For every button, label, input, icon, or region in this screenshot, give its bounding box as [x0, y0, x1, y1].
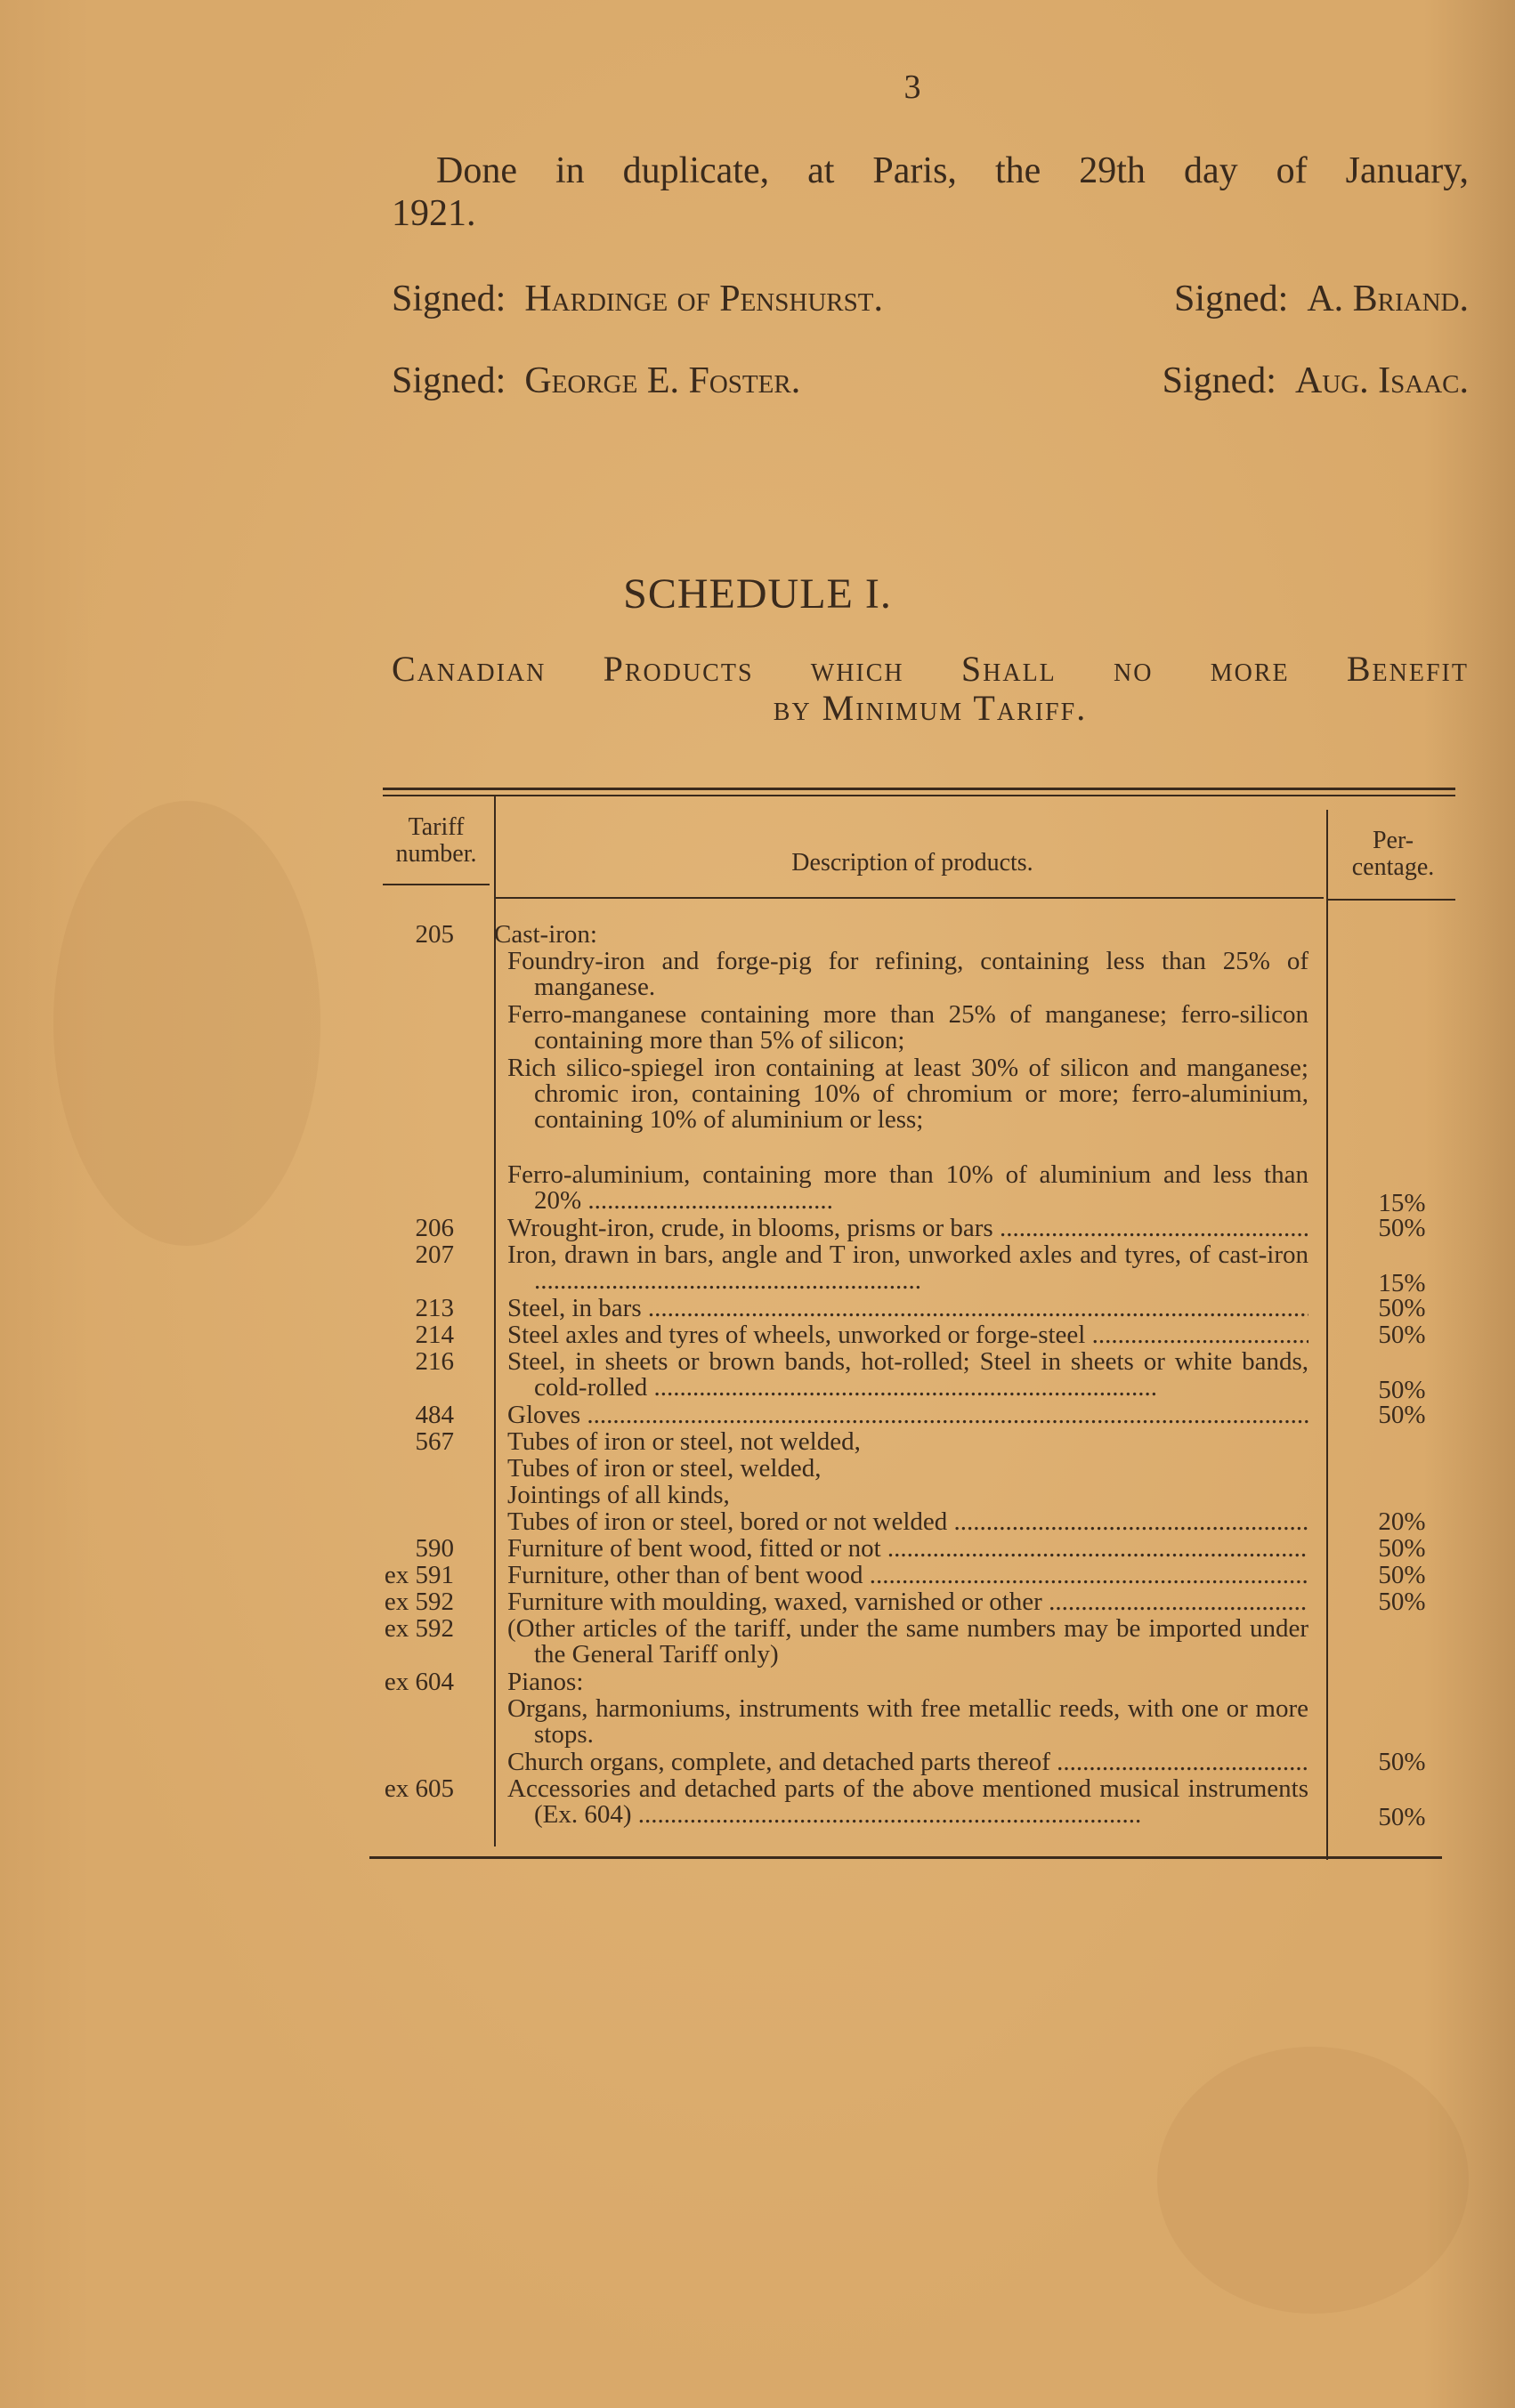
signatory-name: George E. Foster.	[524, 360, 801, 401]
product-description: Furniture of bent wood, fitted or not .....	[507, 1536, 1308, 1562]
signatory-name: A. Briand.	[1307, 279, 1469, 319]
percentage: 50%	[1378, 1401, 1426, 1429]
percentage: 15%	[1378, 1189, 1426, 1217]
product-description: Ferro-manganese containing more than 25% of manganese; ferro-silicon containing more than 5% of silicon;	[507, 1000, 1308, 1055]
product-description: Church organs, complete, and detached parts thereof .....	[507, 1749, 1308, 1775]
description-text: Ferro-aluminium, containing more than 10% of aluminium and less than 20%	[507, 1162, 1308, 1214]
header-underline	[383, 884, 490, 885]
product-description: Gloves .....	[507, 1402, 1308, 1428]
tariff-number: ex 592	[384, 1614, 454, 1643]
product-description: Rich silico-spiegel iron containing at least 30% of silicon and manganese; chromic iron, containing 10% of chromium or more; ferro-aluminium, containing 10% of aluminium or less;	[507, 1054, 1308, 1134]
percentage: 15%	[1378, 1269, 1426, 1297]
tariff-number: 216	[415, 1347, 454, 1376]
tariff-number: ex 604	[384, 1668, 454, 1696]
subtitle-line-1: Canadian Products which Shall no more Benefit	[392, 649, 1469, 689]
product-description: Steel, in sheets or brown bands, hot-rolled; Steel in sheets or white bands, cold-rolled ..............................................................................	[507, 1349, 1308, 1401]
tariff-number: 205	[415, 920, 454, 949]
signature-row-2	[392, 360, 1469, 402]
percentage: 50%	[1378, 1214, 1426, 1242]
tariff-number: 207	[415, 1240, 454, 1269]
table-top-rule	[383, 788, 1455, 790]
tariff-number: 567	[415, 1427, 454, 1456]
page-number: 3	[903, 69, 921, 106]
tariff-number: 590	[415, 1534, 454, 1563]
signatory-name: Aug. Isaac.	[1294, 360, 1469, 401]
tariff-number: ex 591	[384, 1561, 454, 1589]
percentage: 50%	[1378, 1321, 1426, 1349]
percentage: 50%	[1378, 1748, 1426, 1776]
signature-left	[392, 360, 800, 402]
header-underline	[1328, 899, 1455, 901]
percentage: 50%	[1378, 1534, 1426, 1563]
product-description: Furniture with moulding, waxed, varnished or other .....	[507, 1589, 1308, 1615]
table-top-rule	[383, 795, 1455, 796]
signatory-name: Hardinge of Penshurst.	[524, 279, 883, 319]
product-description: Tubes of iron or steel, bored or not welded .....	[507, 1509, 1308, 1535]
product-description: Wrought-iron, crude, in blooms, prisms or bars .....	[507, 1216, 1308, 1241]
signed-label: Signed:	[392, 360, 506, 401]
product-description: Furniture, other than of bent wood .....	[507, 1563, 1308, 1588]
paper-stain	[53, 801, 320, 1246]
signature-right	[1174, 278, 1469, 320]
description-text: Iron, drawn in bars, angle and T iron, unworked axles and tyres, of cast-iron	[507, 1242, 1308, 1269]
tariff-number: 484	[415, 1401, 454, 1429]
tariff-number: 214	[415, 1321, 454, 1349]
product-description: Jointings of all kinds,	[507, 1481, 730, 1509]
header-underline	[496, 897, 1324, 899]
tariff-number: 213	[415, 1294, 454, 1322]
tariff-number: ex 592	[384, 1588, 454, 1616]
table-bottom-rule	[369, 1856, 1442, 1859]
schedule-title: SCHEDULE I.	[623, 570, 892, 618]
intro-paragraph	[392, 149, 1469, 235]
paper-stain	[1157, 2047, 1469, 2314]
signature-right	[1163, 360, 1469, 402]
tariff-number: 206	[415, 1214, 454, 1242]
tariff-number: ex 605	[384, 1774, 454, 1803]
product-description: Iron, drawn in bars, angle and T iron, unworked axles and tyres, of cast-iron ............................................................	[507, 1242, 1308, 1294]
product-description: Pianos:	[507, 1668, 584, 1696]
tariff-table	[356, 917, 1460, 1851]
description-text: Steel, in sheets or brown bands, hot-rolled; Steel in sheets or white bands, cold-rolled	[507, 1349, 1308, 1401]
percentage: 50%	[1378, 1294, 1426, 1322]
product-description: Tubes of iron or steel, not welded,	[507, 1427, 861, 1456]
signed-label: Signed:	[1162, 360, 1276, 401]
header-percentage: Per- centage.	[1351, 827, 1435, 881]
product-description: Steel, in bars .....	[507, 1296, 1308, 1321]
product-description: Accessories and detached parts of the above mentioned musical instruments (Ex. 604) ..............................................................................	[507, 1776, 1308, 1828]
product-description: Steel axles and tyres of wheels, unworked or forge-steel .....	[507, 1322, 1308, 1348]
description-text: Accessories and detached parts of the above mentioned musical instruments (Ex. 604)	[507, 1776, 1308, 1828]
signature-left	[392, 278, 883, 320]
signature-row-1	[392, 278, 1469, 320]
product-description: Cast-iron:	[494, 920, 597, 949]
product-description: Ferro-aluminium, containing more than 10% of aluminium and less than 20% ......................................	[507, 1162, 1308, 1214]
intro-line-2: 1921.	[392, 193, 476, 234]
product-description: Organs, harmoniums, instruments with free metallic reeds, with one or more stops.	[507, 1694, 1308, 1749]
schedule-subtitle	[392, 650, 1469, 728]
percentage: 50%	[1378, 1588, 1426, 1616]
header-tariff-number: Tariff number.	[395, 813, 477, 868]
percentage: 50%	[1378, 1803, 1426, 1831]
product-description: Foundry-iron and forge-pig for refining, containing less than 25% of manganese.	[507, 947, 1308, 1001]
subtitle-line-2: by Minimum Tariff.	[773, 688, 1088, 728]
header-description: Description of products.	[791, 849, 1033, 877]
percentage: 50%	[1378, 1561, 1426, 1589]
intro-line-1: Done in duplicate, at Paris, the 29th day of January,	[436, 150, 1469, 191]
signed-label: Signed:	[1173, 279, 1289, 319]
product-description: (Other articles of the tariff, under the same numbers may be imported under the General Tariff only)	[507, 1614, 1308, 1669]
percentage: 50%	[1378, 1376, 1426, 1404]
signed-label: Signed:	[392, 279, 506, 319]
percentage: 20%	[1378, 1507, 1426, 1536]
product-description: Tubes of iron or steel, welded,	[507, 1454, 822, 1483]
